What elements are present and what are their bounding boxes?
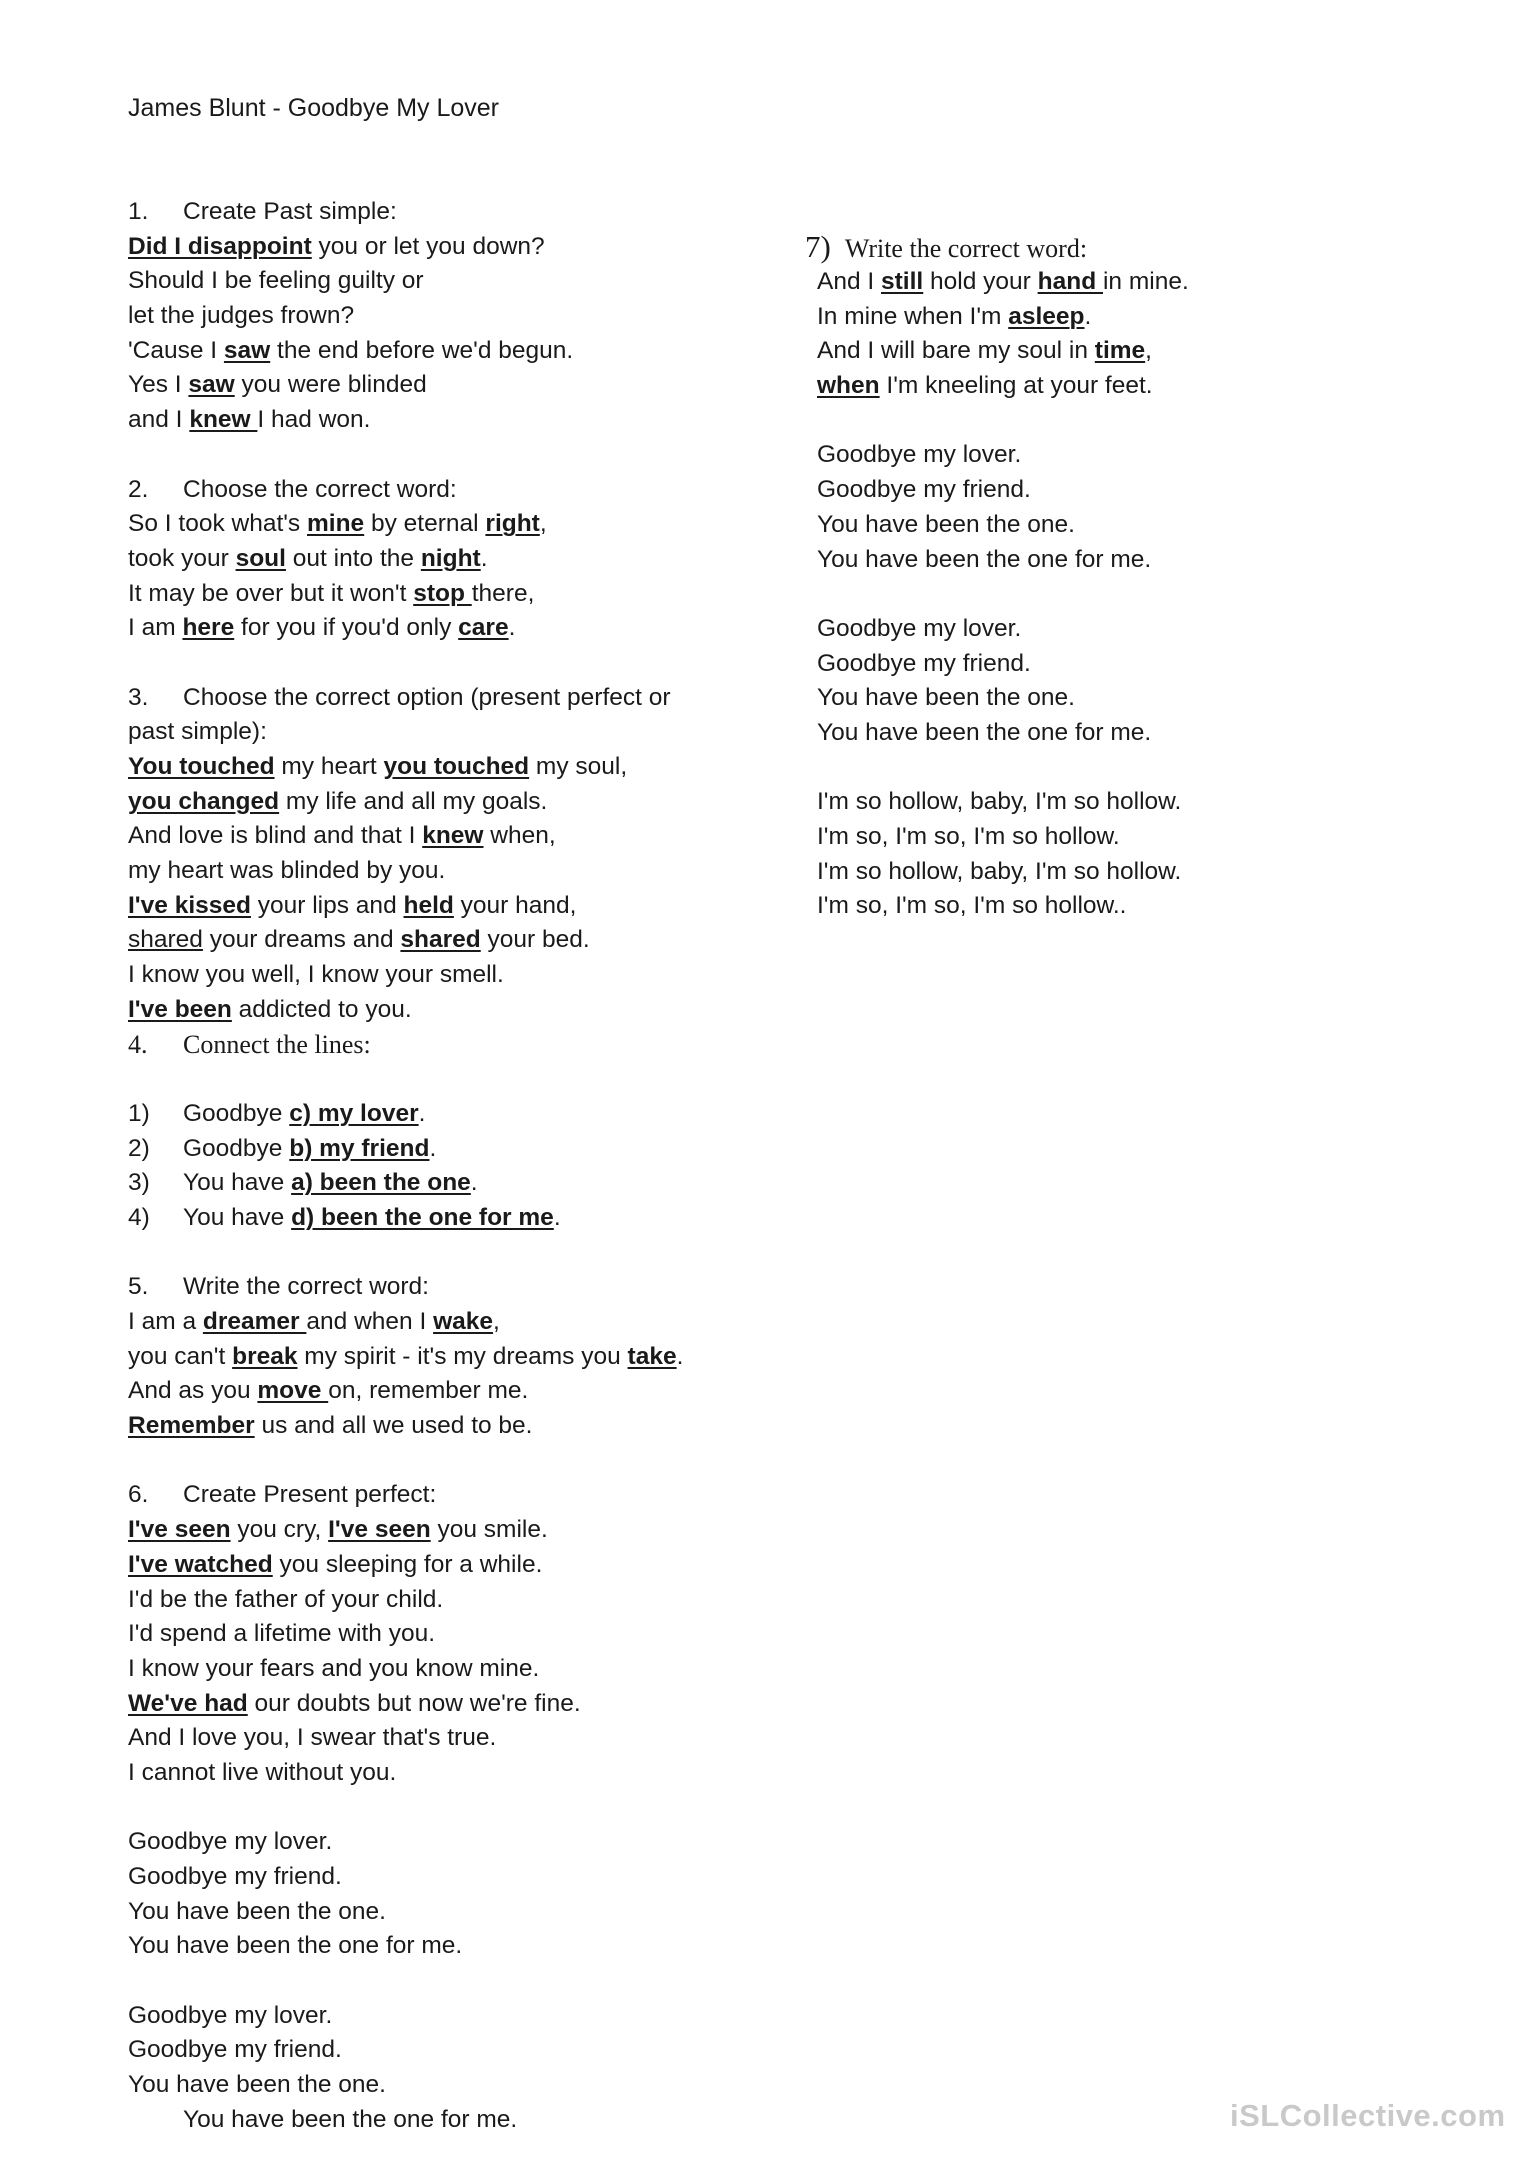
line-text: us and all we used to be. [254, 1412, 533, 1440]
lyric-line [128, 1583, 768, 1618]
line-text: Goodbye my friend. [128, 1863, 342, 1890]
answer-word: asleep [1008, 302, 1085, 330]
exercise-number: 1. [128, 198, 149, 225]
line-text: I am a [128, 1308, 203, 1335]
answer-word: We've had [128, 1689, 248, 1717]
line-text: I cannot live without you. [128, 1758, 397, 1786]
line-text: Connect the lines: [183, 1029, 371, 1059]
answer-word: stop [413, 579, 472, 607]
answer-word: I've kissed [128, 891, 251, 919]
answer-word: I've seen [128, 1516, 231, 1544]
answer-word: take [627, 1342, 677, 1370]
spacer [817, 751, 1457, 786]
lyric-line [817, 647, 1457, 682]
left-column [128, 195, 768, 2138]
answer-word: time [1094, 337, 1146, 365]
line-text: my spirit - it's my dreams you [297, 1342, 628, 1370]
line-text: So I took what's [128, 510, 307, 538]
answer-word: right [485, 510, 540, 538]
line-text: I know you well, I know your smell. [128, 961, 504, 989]
lyric-line [128, 1929, 768, 1964]
lyric-line [128, 923, 768, 958]
exercise-heading [128, 1132, 768, 1167]
answer-word: wake [433, 1308, 494, 1335]
exercise-heading [128, 1201, 768, 1236]
lyric-line [128, 299, 768, 334]
line-text: when, [483, 822, 556, 850]
exercise-heading [128, 1097, 768, 1132]
line-text: your bed. [480, 926, 590, 954]
line-text: Yes I [128, 371, 189, 399]
answer-word: I've seen [328, 1516, 431, 1544]
answer-word: dreamer [202, 1308, 307, 1335]
line-text: I'm so, I'm so, I'm so hollow. [817, 823, 1120, 850]
lyric-line [128, 958, 768, 993]
answer-word: night [420, 544, 481, 572]
lyric-line [128, 264, 768, 299]
line-text: I'm so hollow, baby, I'm so hollow. [817, 788, 1182, 816]
lyric-line [128, 1687, 768, 1722]
lyric-line [817, 820, 1457, 855]
line-text: you can't [128, 1342, 233, 1370]
line-text: In mine when I'm [817, 302, 1009, 330]
exercise-heading [128, 1028, 768, 1063]
answer-word: knew [422, 822, 484, 850]
lyric-line [817, 334, 1457, 369]
line-text: Should I be feeling guilty or [128, 267, 424, 295]
line-text: your dreams and [202, 926, 401, 954]
line-text: It may be over but it won't [128, 579, 414, 607]
lyric-line [128, 1860, 768, 1895]
line-text: Goodbye [183, 1099, 290, 1127]
line-text: , [1145, 337, 1152, 365]
lyric-line [817, 438, 1457, 473]
exercise-heading [128, 681, 768, 716]
exercise-number: 6. [128, 1481, 149, 1509]
line-text: Goodbye my friend. [128, 2036, 342, 2064]
line-text: You have been the one. [817, 510, 1075, 538]
lyric-line [128, 1305, 768, 1340]
exercise-number: 4) [128, 1203, 150, 1231]
exercise-number: 3. [128, 683, 149, 711]
answer-word: break [232, 1342, 298, 1370]
lyric-line [128, 2033, 768, 2068]
line-text: you sleeping for a while. [272, 1550, 543, 1578]
lyric-line [817, 543, 1457, 578]
answer-word: Did I disappoint [128, 232, 312, 260]
answer-word: c) my lover [289, 1099, 419, 1127]
line-text: for you if you'd only [234, 614, 459, 642]
lyric-line [817, 716, 1457, 751]
lyric-line [128, 1756, 768, 1791]
answer-word: you touched [383, 753, 530, 780]
line-text: the end before we'd begun. [270, 336, 574, 364]
lyric-line [128, 1340, 768, 1375]
spacer [128, 1236, 768, 1271]
line-text: You have been the one for me. [128, 1932, 463, 1960]
line-text: You have [183, 1203, 292, 1231]
line-text: Goodbye [183, 1134, 290, 1162]
line-text: You have been the one for me. [817, 545, 1152, 573]
line-text: Choose the correct word: [183, 475, 457, 503]
exercise-number: 2. [128, 475, 149, 503]
line-text: my heart [274, 753, 384, 780]
document-title: James Blunt - Goodbye My Lover [128, 94, 499, 122]
lyric-line [128, 1548, 768, 1583]
lyric-line [817, 300, 1457, 335]
line-text: Goodbye my lover. [128, 1828, 333, 1856]
line-text: Goodbye my lover. [817, 614, 1022, 642]
spacer [128, 1062, 768, 1097]
lyric-line [128, 1409, 768, 1444]
line-text: there, [471, 579, 535, 607]
line-text: and I [128, 406, 190, 434]
lyric-line [128, 715, 768, 750]
lyric-line [128, 230, 768, 265]
lyric-line [128, 2103, 768, 2138]
answer-word: care [458, 614, 509, 642]
answer-word: I've watched [128, 1550, 273, 1578]
lyric-line [128, 889, 768, 924]
lyric-line [128, 1999, 768, 2034]
line-text: you or let you down? [311, 232, 545, 260]
answer-word: still [881, 268, 924, 295]
answer-word: b) my friend [289, 1134, 430, 1162]
lyric-line [128, 542, 768, 577]
exercise-number: 1) [128, 1099, 150, 1127]
lyric-line [128, 334, 768, 369]
exercise-heading [128, 473, 768, 508]
line-text: . [480, 544, 488, 572]
line-text: addicted to you. [231, 995, 412, 1023]
spacer [817, 577, 1457, 612]
answer-word: saw [223, 336, 271, 364]
line-text: . [418, 1099, 426, 1127]
exercise-heading [128, 1270, 768, 1305]
exercise-heading [128, 195, 768, 230]
line-text: And I [817, 268, 882, 295]
exercise-heading [128, 1166, 768, 1201]
line-text: You have been the one for me. [183, 2105, 518, 2133]
line-text: your lips and [250, 891, 404, 919]
lyric-line [817, 265, 1457, 300]
line-text: I'm so, I'm so, I'm so hollow.. [817, 892, 1127, 920]
line-text: in mine. [1102, 268, 1189, 295]
line-text: I'm kneeling at your feet. [879, 372, 1153, 400]
lyric-line [128, 1721, 768, 1756]
exercise-instruction: Write the correct word: [844, 234, 1088, 263]
exercise-number: 5. [128, 1273, 149, 1301]
answer-word: Remember [128, 1412, 255, 1440]
lyric-line [817, 612, 1457, 647]
line-text: by eternal [364, 510, 486, 538]
line-text: my heart was blinded by you. [128, 857, 446, 885]
line-text: And I love you, I swear that's true. [128, 1724, 497, 1752]
exercise-number: 3) [128, 1169, 150, 1197]
line-text: Choose the correct option (present perfect or [183, 683, 671, 711]
lyric-line [128, 1513, 768, 1548]
line-text: And love is blind and that I [128, 822, 423, 850]
line-text: Create Past simple: [183, 198, 397, 225]
line-text: let the judges frown? [128, 302, 355, 330]
lyric-line [128, 403, 768, 438]
line-text: you were blinded [234, 371, 427, 399]
line-text: , [539, 510, 547, 538]
lyric-line [128, 1652, 768, 1687]
lyric-line [128, 1895, 768, 1930]
line-text: . [553, 1203, 561, 1231]
answer-word: a) been the one [291, 1169, 471, 1197]
line-text: . [508, 614, 516, 642]
exercise-number: 7) [805, 229, 831, 264]
lyric-line [128, 1374, 768, 1409]
lyric-line [128, 785, 768, 820]
line-text: and when I [306, 1308, 434, 1335]
line-text: Goodbye my friend. [817, 476, 1031, 504]
lyric-line [817, 785, 1457, 820]
line-text: Create Present perfect: [183, 1481, 437, 1509]
line-text: my life and all my goals. [279, 787, 548, 815]
exercise-number: 2) [128, 1134, 150, 1162]
line-text: my soul, [529, 753, 628, 780]
answer-word: when [817, 372, 880, 400]
line-text: You have been the one. [128, 1897, 386, 1925]
line-text: you smile. [430, 1516, 548, 1544]
line-text: our doubts but now we're fine. [247, 1689, 581, 1717]
lyric-line [817, 681, 1457, 716]
line-text: hold your [923, 268, 1038, 295]
answer-word: move [257, 1377, 329, 1405]
exercise-number: 4. [128, 1029, 148, 1059]
answer-word: You touched [128, 753, 275, 780]
answer-word: mine [307, 510, 365, 538]
lyric-line [817, 855, 1457, 890]
lyric-line [128, 1617, 768, 1652]
line-text: 'Cause I [128, 336, 224, 364]
line-text: I'd be the father of your child. [128, 1585, 444, 1613]
line-text: . [429, 1134, 437, 1162]
right-column [817, 265, 1457, 924]
line-text: . [676, 1342, 684, 1370]
lyric-line [128, 2068, 768, 2103]
line-text: I had won. [257, 406, 371, 434]
line-text: I'm so hollow, baby, I'm so hollow. [817, 857, 1182, 885]
answer-word: shared [400, 926, 481, 954]
line-text: You have been the one. [817, 684, 1075, 712]
spacer [128, 1444, 768, 1479]
lyric-line [817, 369, 1457, 404]
answer-word: hand [1037, 268, 1103, 295]
line-text: You have [183, 1169, 292, 1197]
answer-word: soul [235, 544, 286, 572]
answer-word: saw [188, 371, 235, 399]
lyric-line [817, 473, 1457, 508]
lyric-line [128, 507, 768, 542]
line-text: Goodbye my friend. [817, 649, 1031, 677]
line-text: you cry, [230, 1516, 329, 1544]
lyric-line [128, 993, 768, 1028]
spacer [128, 438, 768, 473]
line-text: I am [128, 614, 183, 642]
line-text: shared [128, 926, 203, 954]
lyric-line [128, 750, 768, 785]
line-text: I know your fears and you know mine. [128, 1654, 540, 1682]
spacer [817, 404, 1457, 439]
line-text: . [1084, 302, 1092, 330]
watermark: iSLCollective.com [1230, 2098, 1506, 2133]
line-text: Goodbye my lover. [817, 441, 1022, 469]
lyric-line [817, 508, 1457, 543]
spacer [128, 646, 768, 681]
exercise-7-heading [805, 230, 1087, 266]
answer-word: held [403, 891, 454, 919]
lyric-line [128, 577, 768, 612]
lyric-line [128, 854, 768, 889]
lyric-line [128, 611, 768, 646]
line-text: . [470, 1169, 478, 1197]
answer-word: here [182, 614, 235, 642]
answer-word: d) been the one for me [291, 1203, 554, 1231]
line-text: past simple): [128, 718, 267, 746]
lyric-line [817, 889, 1457, 924]
line-text: And as you [128, 1377, 258, 1405]
answer-word: you changed [128, 787, 280, 815]
exercise-heading [128, 1478, 768, 1513]
line-text: out into the [285, 544, 421, 572]
line-text: I'd spend a lifetime with you. [128, 1620, 436, 1648]
answer-word: knew [189, 406, 258, 434]
spacer [128, 1791, 768, 1826]
line-text: You have been the one for me. [817, 718, 1152, 746]
line-text: on, remember me. [328, 1377, 529, 1405]
answer-word: I've been [128, 995, 232, 1023]
line-text: took your [128, 544, 236, 572]
line-text: And I will bare my soul in [817, 337, 1095, 365]
line-text: Goodbye my lover. [128, 2001, 333, 2029]
line-text: your hand, [453, 891, 577, 919]
line-text: You have been the one. [128, 2071, 386, 2099]
line-text: , [493, 1308, 500, 1335]
lyric-line [128, 1825, 768, 1860]
lyric-line [128, 819, 768, 854]
lyric-line [128, 368, 768, 403]
spacer [128, 1964, 768, 1999]
line-text: Write the correct word: [183, 1273, 429, 1301]
